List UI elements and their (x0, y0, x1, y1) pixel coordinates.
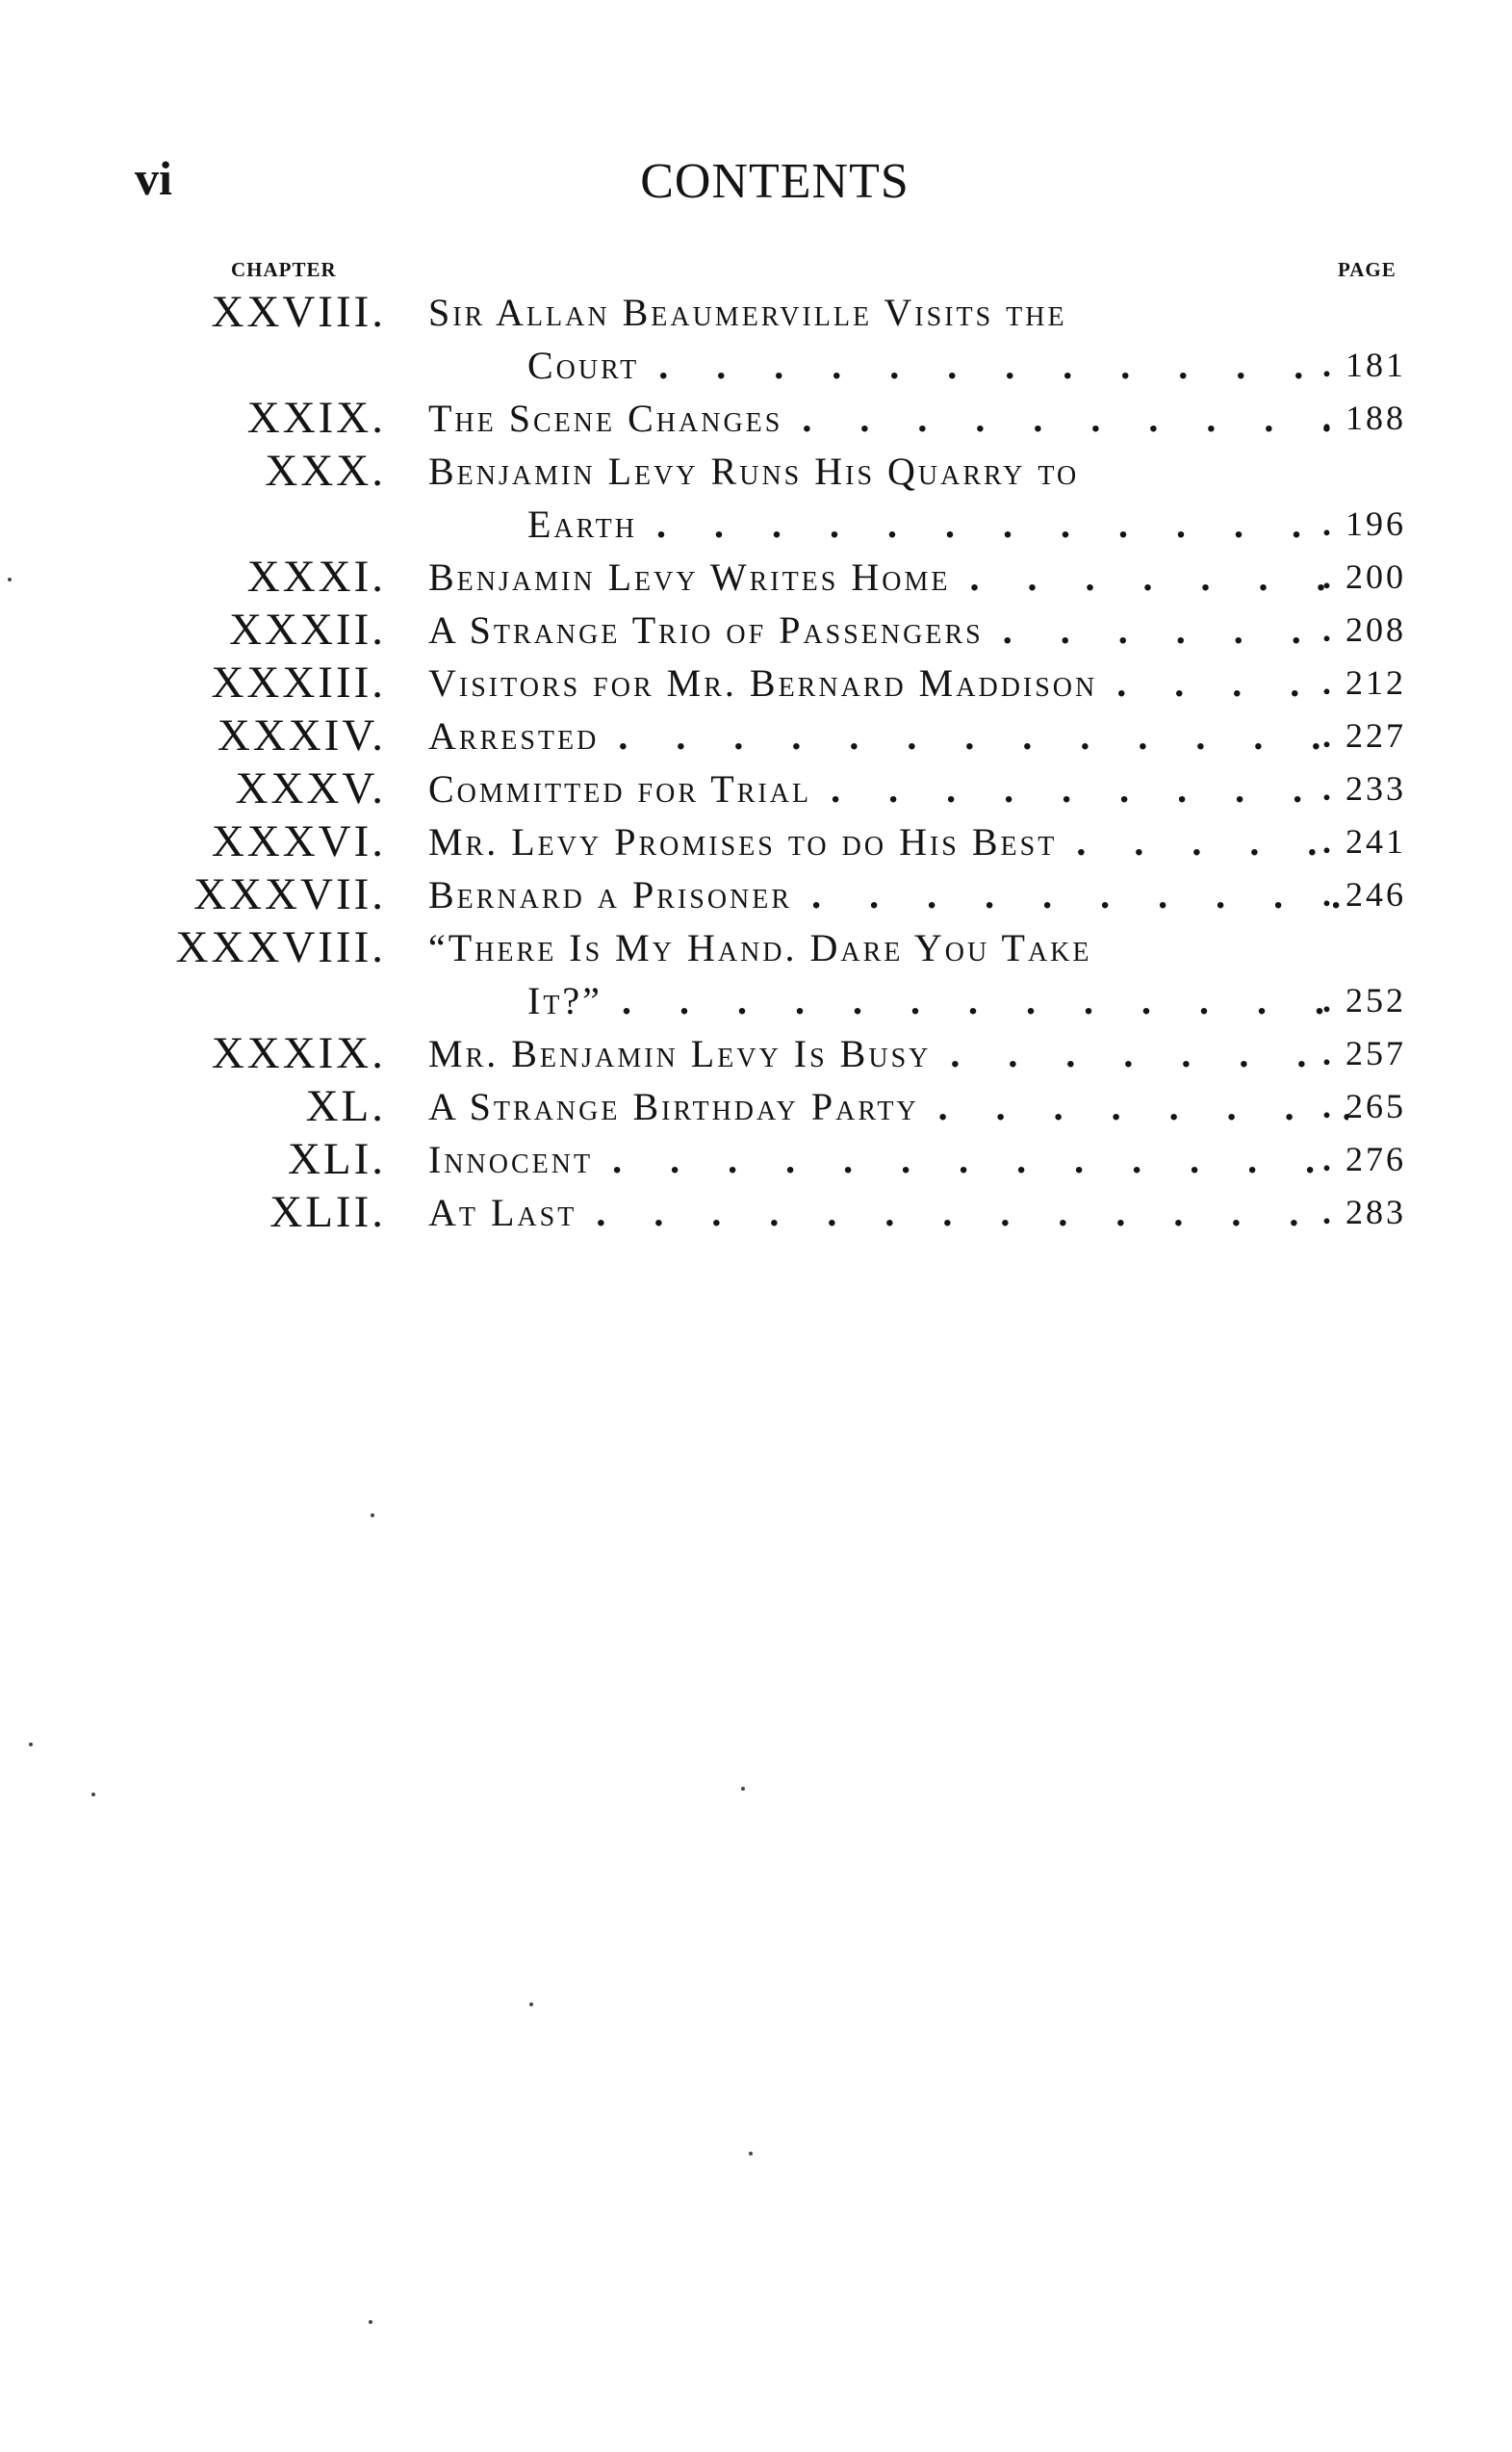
chapter-title: Benjamin Levy Runs His Quarry to (428, 450, 1080, 493)
chapter-number: XXVIII. (211, 287, 386, 337)
chapter-title: Benjamin Levy Writes Home . . (428, 551, 1348, 604)
toc-entry-line (0, 657, 1512, 710)
toc-entry (0, 921, 1512, 1027)
page-number-ref: . 188 (1322, 392, 1406, 445)
toc-entry (0, 762, 1512, 815)
toc-entry-line (0, 286, 1512, 339)
chapter-number: XXXVIII. (175, 922, 386, 972)
chapter-title: A Strange Trio of Passengers . . (428, 604, 1348, 657)
toc-entry-line (0, 339, 1512, 392)
page-number-ref: . 196 (1322, 498, 1406, 551)
chapter-number: XLII. (269, 1187, 386, 1237)
chapter-number: XLI. (287, 1134, 386, 1184)
toc-entry-line (0, 710, 1512, 762)
toc-entry-line (0, 498, 1512, 551)
toc-entry-line (0, 604, 1512, 657)
toc-entry (0, 1186, 1512, 1239)
chapter-title: Bernard a Prisoner . . (428, 868, 1348, 921)
toc-entry-line (0, 392, 1512, 445)
toc-entry-line (0, 1186, 1512, 1239)
toc-entry (0, 1080, 1512, 1133)
chapter-number: XXXIII. (211, 658, 386, 708)
page-number-ref: . 283 (1322, 1186, 1406, 1239)
page-number-ref: . 265 (1322, 1080, 1406, 1133)
page-number-ref: . 200 (1322, 551, 1406, 604)
toc-entry (0, 286, 1512, 392)
chapter-number: XXIX. (246, 393, 386, 443)
chapter-number: XXXI. (246, 552, 386, 602)
chapter-title: “There Is My Hand. Dare You Take (428, 926, 1092, 969)
page-number: vi (135, 151, 172, 205)
toc-entry-line (0, 1080, 1512, 1133)
chapter-column-label: CHAPTER (231, 258, 337, 281)
toc-entry (0, 1027, 1512, 1080)
toc-entry-line (0, 551, 1512, 604)
toc-entry (0, 392, 1512, 445)
chapter-title: It?” . . (527, 974, 1348, 1027)
toc-entry-line (0, 1133, 1512, 1186)
toc-entry-line (0, 1027, 1512, 1080)
chapter-number: XXXV. (235, 763, 386, 813)
chapter-number: XL. (305, 1081, 386, 1131)
toc-entry (0, 445, 1512, 551)
page-number-ref: . 276 (1322, 1133, 1406, 1186)
contents-list (0, 286, 1512, 1239)
chapter-title: Committed for Trial . . (428, 762, 1348, 815)
page-number-ref: . 241 (1322, 815, 1406, 868)
toc-entry (0, 1133, 1512, 1186)
chapter-title: Court . . (527, 339, 1348, 392)
page-number-ref: . 233 (1322, 762, 1406, 815)
toc-entry (0, 604, 1512, 657)
chapter-number: XXX. (265, 446, 386, 496)
chapter-title: Earth . . (527, 498, 1348, 551)
page-number-ref: . 208 (1322, 604, 1406, 657)
chapter-number: XXXII. (229, 605, 386, 655)
chapter-title: Mr. Levy Promises to do His Best . . (428, 815, 1348, 868)
page-number-ref: . 246 (1322, 868, 1406, 921)
page-number-ref: . 227 (1322, 710, 1406, 762)
chapter-title: The Scene Changes . . (428, 392, 1348, 445)
page-number-ref: . 212 (1322, 657, 1406, 710)
chapter-title: Mr. Benjamin Levy Is Busy . . (428, 1027, 1348, 1080)
chapter-title: At Last . . (428, 1186, 1348, 1239)
toc-entry-line (0, 762, 1512, 815)
toc-entry (0, 657, 1512, 710)
running-head: CONTENTS (640, 154, 910, 209)
page-column-label: PAGE (1338, 258, 1397, 281)
toc-entry-line (0, 921, 1512, 974)
toc-entry (0, 868, 1512, 921)
chapter-title: Innocent . . (428, 1133, 1348, 1186)
chapter-title: Sir Allan Beaumerville Visits the (428, 291, 1067, 334)
chapter-number: XXXIX. (211, 1028, 386, 1078)
toc-entry (0, 710, 1512, 762)
page-number-ref: . 181 (1322, 339, 1406, 392)
toc-entry (0, 551, 1512, 604)
toc-entry-line (0, 815, 1512, 868)
chapter-number: XXXIV. (217, 710, 386, 761)
chapter-title: A Strange Birthday Party . . (428, 1080, 1348, 1133)
chapter-number: XXXVI. (211, 816, 386, 866)
chapter-number: XXXVII. (193, 869, 386, 919)
page-number-ref: . 257 (1322, 1027, 1406, 1080)
toc-entry-line (0, 445, 1512, 498)
toc-entry-line (0, 868, 1512, 921)
toc-entry-line (0, 974, 1512, 1027)
page-number-ref: . 252 (1322, 974, 1406, 1027)
chapter-title: Visitors for Mr. Bernard Maddison . . (428, 657, 1348, 710)
chapter-title: Arrested . . (428, 710, 1348, 762)
toc-entry (0, 815, 1512, 868)
